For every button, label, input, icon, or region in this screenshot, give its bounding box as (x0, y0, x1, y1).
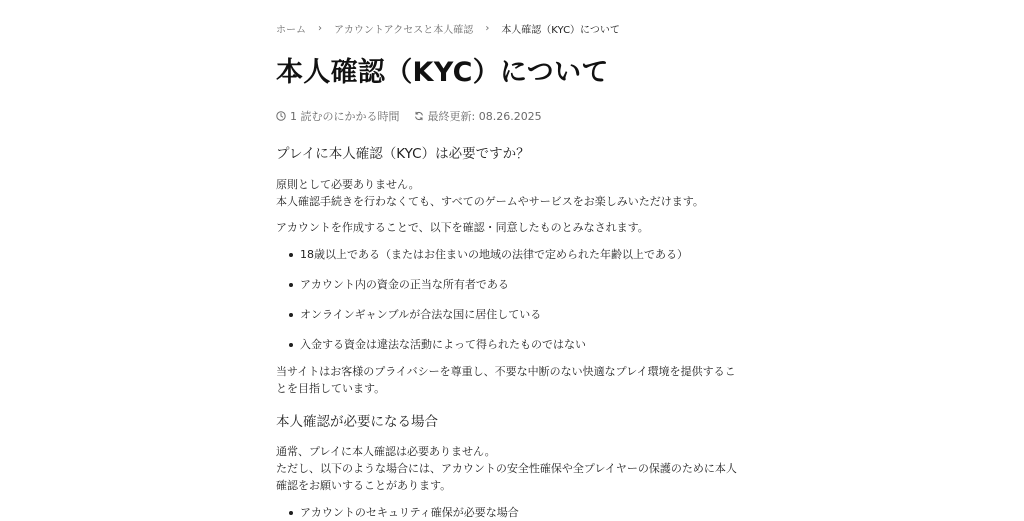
breadcrumb-home-link[interactable]: ホーム (276, 25, 306, 36)
list-item: 入金する資金は違法な活動によって得られたものではない (276, 336, 746, 353)
paragraph-line: 原則として必要ありません。 (276, 178, 420, 191)
breadcrumb-current: 本人確認（KYC）について (501, 25, 620, 36)
last-updated-text: 最終更新: 08.26.2025 (427, 110, 542, 123)
bullet-list (276, 246, 746, 353)
breadcrumb (276, 21, 620, 36)
refresh-icon (414, 111, 424, 121)
breadcrumb-separator: › (485, 23, 490, 34)
last-updated (414, 108, 542, 124)
list-item: アカウント内の資金の正当な所有者である (276, 276, 746, 293)
paragraph-line: 本人確認手続きを行わなくても、すべてのゲームやサービスをお楽しみいただけます。 (276, 195, 704, 208)
paragraph-line: 当サイトはお客様のプライバシーを尊重し、不要な中断のない快適なプレイ環境を提供するこ (276, 365, 736, 378)
paragraph-line: 通常、プレイに本人確認は必要ありません。 (276, 445, 496, 458)
page-title: 本人確認（KYC）について (276, 57, 609, 88)
bullet-list (276, 504, 746, 521)
clock-icon (276, 111, 286, 121)
list-item: 18歳以上である（またはお住まいの地域の法律で定められた年齢以上である） (276, 246, 746, 263)
paragraph (276, 363, 746, 397)
paragraph (276, 443, 746, 494)
article-meta (276, 108, 542, 124)
breadcrumb-account-access-link[interactable]: アカウントアクセスと本人確認 (334, 25, 474, 36)
section-heading-kyc-required: プレイに本人確認（KYC）は必要ですか？ (276, 146, 530, 162)
article-body (276, 142, 746, 521)
paragraph-line: ただし、以下のような場合には、アカウントの安全性確保や全プレイヤーの保護のために本人 (276, 462, 737, 475)
paragraph: アカウントを作成することで、以下を確認・同意したものとみなされます。 (276, 221, 649, 234)
paragraph (276, 176, 746, 210)
list-item: アカウントのセキュリティ確保が必要な場合 (276, 504, 746, 521)
list-item: オンラインギャンブルが合法な国に居住している (276, 306, 746, 323)
read-time (276, 108, 400, 124)
breadcrumb-separator: › (318, 23, 322, 34)
paragraph-line: とを目指しています。 (276, 382, 386, 395)
section-heading-kyc-cases: 本人確認が必要になる場合 (276, 414, 438, 430)
read-time-text: 1 読むのにかかる時間 (290, 110, 400, 123)
paragraph-line: 確認をお願いすることがあります。 (276, 479, 452, 492)
